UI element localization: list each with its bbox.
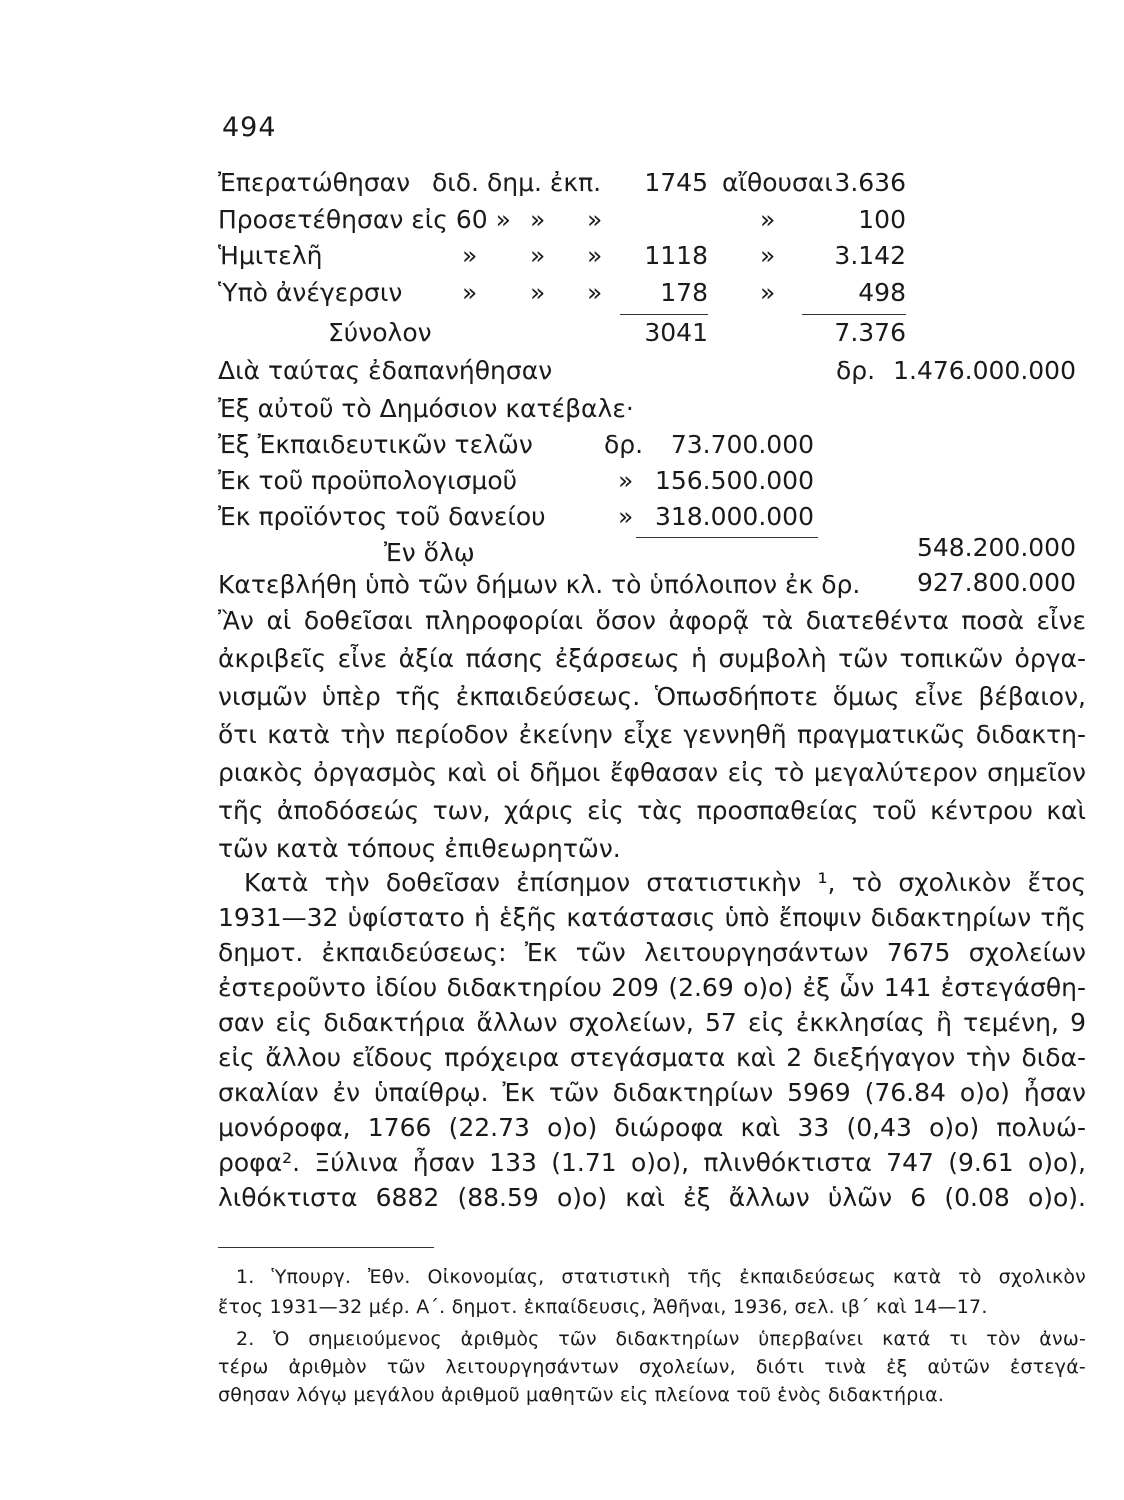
total-label: Σύνολον <box>328 318 432 347</box>
municipal-line: Κατεβλήθη ὑπὸ τῶν δήμων κλ. τὸ ὑπόλοιπον ἐκ δρ. <box>218 570 861 599</box>
funding-amount: 156.500.000 <box>654 466 814 495</box>
footnote-line: 2. Ὁ σημειούμενος ἀριθμὸς τῶν διδακτηρίων ὑπερβαίνει κατά τι τὸν ἀνω- <box>236 1328 1086 1350</box>
funding-unit: » <box>618 466 634 495</box>
footnote-1 <box>218 1266 1086 1326</box>
row-type: διδ. δημ. ἐκπ. <box>432 168 602 197</box>
text-line: Κατὰ τὴν δοθεῖσαν ἐπίσημον στατιστικὴν ¹, τὸ σχολικὸν ἔτος <box>244 868 1086 897</box>
text-line: λιθόκτιστα 6882 (88.59 ο)ο) καὶ ἐξ ἄλλων ὑλῶν 6 (0.08 ο)ο). <box>218 1183 1086 1212</box>
footnote-line: τέρω ἀριθμὸν τῶν λειτουργησάντων σχολείων, διότι τινὰ ἐξ αὐτῶν ἐστεγά- <box>218 1356 1086 1378</box>
footnote-rule <box>218 1247 434 1248</box>
ditto-mark: » <box>530 278 546 307</box>
text-line: σκαλίαν ἐν ὑπαίθρῳ. Ἐκ τῶν διδακτηρίων 5969 (76.84 ο)ο) ἦσαν <box>218 1078 1086 1107</box>
row-label: Ἡμιτελῆ <box>218 241 323 270</box>
text-line: ὅτι κατὰ τὴν περίοδον ἐκείνην εἶχε γεννηθῆ πραγματικῶς διδακτη- <box>218 720 1086 749</box>
text-line: ριακὸς ὀργασμὸς καὶ οἱ δῆμοι ἔφθασαν εἰς τὸ μεγαλύτερον σημεῖον <box>218 758 1086 787</box>
funding-amount: 73.700.000 <box>670 430 814 459</box>
state-total-amount: 548.200.000 <box>916 533 1076 562</box>
sum-rule <box>620 314 708 315</box>
paragraph <box>218 868 1086 1228</box>
ditto-mark: » <box>760 278 776 307</box>
row-label: Προσετέθησαν εἰς 60 » <box>218 205 511 234</box>
row-label: Ὑπὸ ἀνέγερσιν <box>218 278 403 307</box>
paragraph <box>218 606 1086 863</box>
ditto-mark: » <box>587 241 603 270</box>
text-line: ροφα². Ξύλινα ἦσαν 133 (1.71 ο)ο), πλινθόκτιστα 747 (9.61 ο)ο), <box>218 1148 1086 1177</box>
funding-label: Ἐκ τοῦ προϋπολογισμοῦ <box>218 466 518 495</box>
text-line: τῶν κατὰ τόπους ἐπιθεωρητῶν. <box>218 834 621 863</box>
total-schools: 3041 <box>644 318 708 347</box>
spending-intro: Διὰ ταύτας ἐδαπανήθησαν <box>218 356 553 385</box>
funding-amount: 318.000.000 <box>654 502 814 531</box>
ditto-mark: » <box>760 241 776 270</box>
sum-rule <box>636 537 818 538</box>
row-classrooms: 3.142 <box>834 241 906 270</box>
text-line: τῆς ἀποδόσεώς των, χάρις εἰς τὰς προσπαθείας τοῦ κέντρου καὶ <box>218 796 1086 825</box>
municipal-amount: 927.800.000 <box>916 568 1076 597</box>
ditto-mark: » <box>462 241 478 270</box>
page-number: 494 <box>222 112 277 143</box>
row-unit: αἴθουσαι <box>722 168 833 197</box>
funding-label: Ἐκ προϊόντος τοῦ δανείου <box>218 502 546 531</box>
footnote-line: σθησαν λόγῳ μεγάλου ἀριθμοῦ μαθητῶν εἰς πλείονα τοῦ ἑνὸς διδακτήρια. <box>218 1384 945 1406</box>
funding-label: Ἐξ Ἐκπαιδευτικῶν τελῶν <box>218 430 533 459</box>
state-contribution-line: Ἐξ αὐτοῦ τὸ Δημόσιον κατέβαλε· <box>218 394 634 423</box>
spending-total: 1.476.000.000 <box>893 356 1076 385</box>
ditto-mark: » <box>530 205 546 234</box>
funding-unit: » <box>618 502 634 531</box>
row-classrooms: 100 <box>858 205 906 234</box>
ditto-mark: » <box>587 205 603 234</box>
text-line: νισμῶν ὑπὲρ τῆς ἐκπαιδεύσεως. Ὁπωσδήποτε ὅμως εἶνε βέβαιον, <box>218 682 1086 711</box>
state-total-label: Ἐν ὅλῳ <box>384 538 475 567</box>
footnote-2 <box>218 1328 1086 1418</box>
funding-unit: δρ. <box>604 430 644 459</box>
text-line: ἐστεροῦντο ἰδίου διδακτηρίου 209 (2.69 ο)ο) ἐξ ὧν 141 ἐστεγάσθη- <box>218 973 1086 1002</box>
ditto-mark: » <box>530 241 546 270</box>
footnote-line: 1. Ὑπουργ. Ἐθν. Οἰκονομίας, στατιστικὴ τῆς ἐκπαιδεύσεως κατὰ τὸ σχολικὸν <box>236 1266 1086 1288</box>
total-classrooms: 7.376 <box>834 318 906 347</box>
text-line: Ἂν αἱ δοθεῖσαι πληροφορίαι ὅσον ἀφορᾷ τὰ διατεθέντα ποσὰ εἶνε <box>218 606 1086 635</box>
text-line: εἰς ἄλλου εἴδους πρόχειρα στεγάσματα καὶ 2 διεξήγαγον τὴν διδα- <box>218 1043 1086 1072</box>
ditto-mark: » <box>462 278 478 307</box>
text-line: ἀκριβεῖς εἶνε ἀξία πάσης ἐξάρσεως ἡ συμβολὴ τῶν τοπικῶν ὀργα- <box>218 644 1086 673</box>
text-line: 1931—32 ὑφίστατο ἡ ἑξῆς κατάστασις ὑπὸ ἔποψιν διδακτηρίων τῆς <box>218 903 1086 932</box>
row-schools: 1745 <box>644 168 708 197</box>
text-line: μονόροφα, 1766 (22.73 ο)ο) διώροφα καὶ 33 (0,43 ο)ο) πολυώ- <box>218 1113 1086 1142</box>
ditto-mark: » <box>587 278 603 307</box>
row-classrooms: 498 <box>858 278 906 307</box>
sum-rule <box>802 314 906 315</box>
spending-currency: δρ. <box>836 356 876 385</box>
ditto-mark: » <box>760 205 776 234</box>
row-schools: 1118 <box>644 241 708 270</box>
text-line: σαν εἰς διδακτήρια ἄλλων σχολείων, 57 εἰς ἐκκλησίας ἢ τεμένη, 9 <box>218 1008 1086 1037</box>
row-schools: 178 <box>660 278 708 307</box>
text-line: δημοτ. ἐκπαιδεύσεως: Ἐκ τῶν λειτουργησάντων 7675 σχολείων <box>218 938 1086 967</box>
footnote-line: ἔτος 1931—32 μέρ. Α΄. δημοτ. ἐκπαίδευσις, Ἀθῆναι, 1936, σελ. ιβ΄ καὶ 14—17. <box>218 1296 988 1318</box>
row-classrooms: 3.636 <box>834 168 906 197</box>
row-label: Ἐπερατώθησαν <box>218 168 411 197</box>
